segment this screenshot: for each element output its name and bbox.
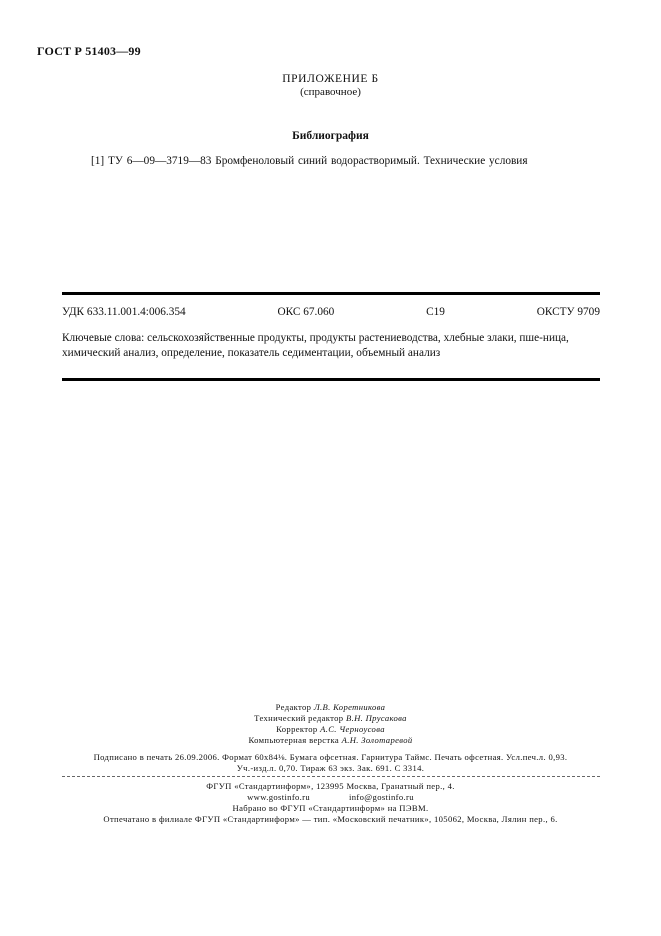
appendix-subtitle: (справочное) — [300, 86, 361, 98]
classification-row — [62, 306, 600, 318]
website-link[interactable]: www.gostinfo.ru — [247, 792, 311, 802]
dashed-divider — [62, 776, 600, 777]
credit-tech-editor: Технический редактор В.Н. Прусакова — [254, 713, 407, 723]
keywords: Ключевые слова: сельскохозяйственные продукты, продукты растениеводства, хлебные злаки, пше-ница, химический анализ, определение, показатель седиментации, объемный анализ — [62, 332, 569, 359]
standard-code: ГОСТ Р 51403—99 — [37, 44, 141, 58]
credit-layout: Компьютерная верстка А.Н. Золотаревой — [248, 735, 413, 745]
credit-editor: Редактор Л.В. Коретникова — [275, 702, 386, 712]
divider-bottom — [62, 378, 600, 381]
publisher-block — [0, 781, 661, 825]
divider-top — [62, 292, 600, 295]
publisher-address: ФГУП «Стандартинформ», 123995 Москва, Гранатный пер., 4. — [206, 781, 455, 791]
print-info-line1: Подписано в печать 26.09.2006. Формат 60x84⅛. Бумага офсетная. Гарнитура Таймс. Печать офсетная. Усл.печ.л. 0,93. — [93, 752, 568, 762]
publisher-contacts — [0, 792, 661, 803]
udk-code: УДК 633.11.001.4:006.354 — [62, 306, 186, 318]
appendix-title: ПРИЛОЖЕНИЕ Б — [282, 73, 379, 85]
bibliography-title: Библиография — [292, 130, 369, 142]
oks-code: ОКС 67.060 — [277, 306, 335, 318]
credits-block — [0, 702, 661, 746]
email-link[interactable]: info@gostinfo.ru — [349, 792, 414, 802]
credit-corrector: Корректор А.С. Черноусова — [276, 724, 385, 734]
okstu-code: ОКСТУ 9709 — [536, 306, 600, 318]
print-info — [0, 752, 661, 774]
typeset-info: Набрано во ФГУП «Стандартинформ» на ПЭВМ. — [232, 803, 429, 813]
printed-info: Отпечатано в филиале ФГУП «Стандартинформ» — тип. «Московский печатник», 105062, Москва, Лялин пер., 6. — [103, 814, 558, 824]
print-info-line2: Уч.-изд.л. 0,70. Тираж 63 экз. Зак. 691. С 3314. — [236, 763, 425, 773]
group-code: С19 — [426, 306, 445, 318]
bibliography-item: [1] ТУ 6—09—3719—83 Бромфеноловый синий водорастворимый. Технические условия — [91, 155, 528, 167]
